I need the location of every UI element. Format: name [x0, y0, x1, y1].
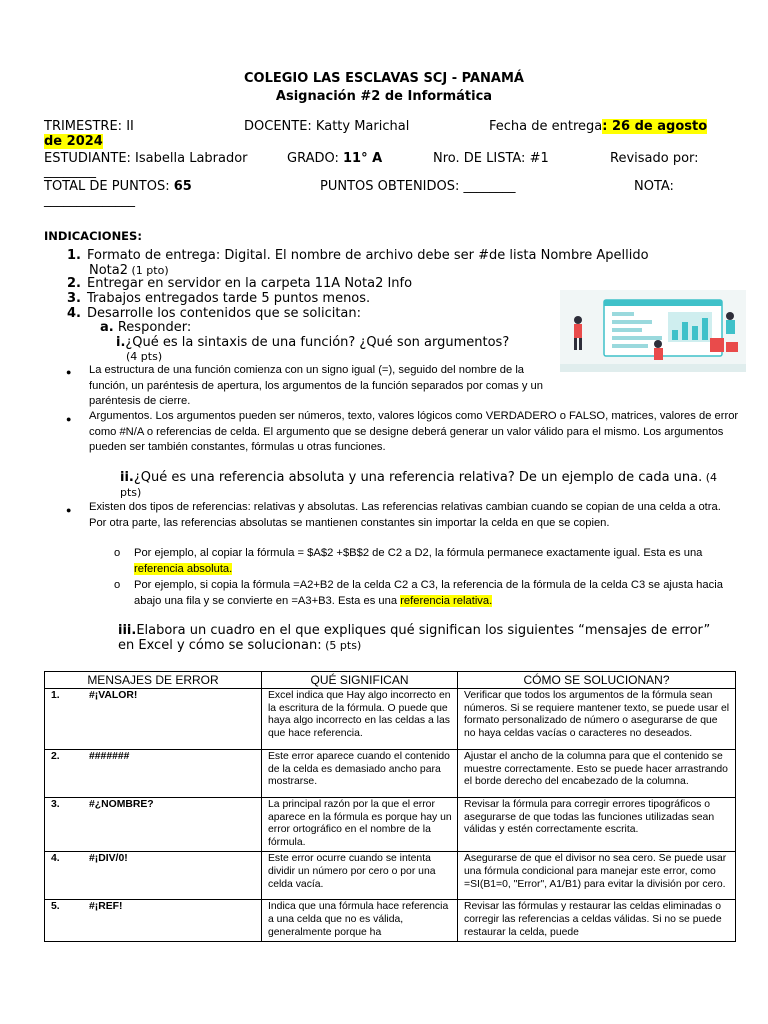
- fecha-entrega: [489, 119, 707, 134]
- indicacion-3-text: Trabajos entregados tarde 5 puntos menos.: [87, 291, 371, 306]
- meaning-cell: La principal razón por la que el error aparece en la fórmula es porque hay un error ortográfico en el nombre de la fórmula.: [262, 798, 458, 852]
- question-3-text: Elabora un cuadro en el que expliques qué significan los siguientes “mensajes de error” en Excel y cómo se solucionan:: [118, 623, 711, 653]
- indicacion-1-pts: (1 pto): [128, 264, 169, 277]
- total-value: 65: [173, 179, 192, 194]
- error-code: #¿NOMBRE?: [89, 799, 154, 810]
- meaning-cell: Este error ocurre cuando se intenta dividir un número por cero o por una celda vacía.: [262, 852, 458, 900]
- total-puntos: [44, 179, 192, 194]
- bullet-icon: ●: [66, 505, 72, 515]
- lista-label: Nro. DE LISTA: #1: [433, 151, 549, 166]
- school-title: COLEGIO LAS ESCLAVAS SCJ - PANAMÁ: [244, 71, 524, 86]
- total-label: TOTAL DE PUNTOS:: [44, 179, 174, 194]
- question-2-text: ¿Qué es una referencia absoluta y una referencia relativa? De un ejemplo de cada una.: [133, 470, 703, 485]
- error-code-cell: [45, 900, 262, 942]
- answer-1-arguments: Argumentos. Los argumentos pueden ser números, texto, valores lógicos como VERDADERO o FALSO, matrices, valores de error como #N/A o referencias de celda. El argumento que se designe deberá generar un valor válido para el mismo. Los argumentos pueden ser también constantes, fórmulas u otras funciones.: [89, 410, 739, 453]
- header-significan: QUÉ SIGNIFICAN: [262, 672, 458, 689]
- row-number: 5.: [51, 901, 60, 913]
- example-relative-highlight: referencia relativa.: [400, 594, 493, 607]
- revisado-line: ________: [44, 164, 96, 179]
- error-code-cell: [45, 798, 262, 852]
- error-code-cell: [45, 852, 262, 900]
- indicacion-1-text2: Nota2: [89, 263, 129, 278]
- sub-a: [100, 320, 191, 335]
- header-mensajes: MENSAJES DE ERROR: [45, 672, 262, 689]
- indicacion-4-num: 4.: [67, 306, 81, 321]
- fecha-year: de 2024: [44, 134, 103, 149]
- meaning-cell: Excel indica que Hay algo incorrecto en la escritura de la fórmula. O puede que haya algo incorrecto en las celdas a las que hace referencia.: [262, 689, 458, 750]
- fix-cell: Revisar las fórmulas y restaurar las celdas eliminadas o corregir las referencias a celdas válidas. Si no se puede restaurar la celda, puede: [458, 900, 736, 942]
- answer-1-syntax-text: La estructura de una función comienza con un signo igual (=), seguido del nombre de la función, un paréntesis de apertura, los argumentos de la función separados por comas y un paréntesis de cierre.: [89, 364, 543, 407]
- indicacion-1: [67, 248, 649, 263]
- sub-a-text: Responder:: [117, 320, 192, 335]
- table-row: [45, 689, 736, 750]
- answer-1-syntax: [89, 363, 739, 410]
- revisado-label: Revisado por:: [610, 151, 699, 166]
- example-absolute: [134, 546, 736, 577]
- indicacion-2: [67, 276, 412, 291]
- error-code-cell: [45, 750, 262, 798]
- row-number: 4.: [51, 853, 60, 865]
- question-2-pts: (4 pts): [120, 471, 718, 499]
- docente-label: DOCENTE: Katty Marichal: [244, 119, 410, 134]
- error-code-cell: [45, 689, 262, 750]
- table-row: [45, 798, 736, 852]
- example-absolute-text: Por ejemplo, al copiar la fórmula = $A$2 +$B$2 de C2 a D2, la fórmula permanece exactamente igual. Esta es una: [134, 547, 703, 559]
- error-code: #¡REF!: [89, 901, 123, 913]
- bullet-icon: ●: [66, 414, 72, 424]
- sub-a-num: a.: [100, 320, 114, 335]
- indicaciones-title: INDICACIONES:: [44, 229, 142, 243]
- answer-2: Existen dos tipos de referencias: relativas y absolutas. Las referencias relativas cambian cuando se copian de una celda a otra. Por otra parte, las referencias absolutas se mantienen constantes sin importar la celda en que se copien.: [89, 501, 721, 529]
- people-data-illustration: [560, 290, 746, 372]
- header-solucionan: CÓMO SE SOLUCIONAN?: [458, 672, 736, 689]
- row-number: 2.: [51, 751, 60, 762]
- fix-cell: Revisar la fórmula para corregir errores tipográficos o asegurarse de que todas las funciones utilizadas sean válidas y estén correctamente escrita.: [458, 798, 736, 852]
- question-1-pts: (4 pts): [126, 350, 163, 363]
- question-2-num: ii.: [120, 470, 134, 485]
- question-1-text: ¿Qué es la sintaxis de una función? ¿Qué son argumentos?: [125, 335, 510, 350]
- meaning-cell: Indica que una fórmula hace referencia a una celda que no es válida, generalmente porque ha: [262, 900, 458, 942]
- sub-bullet-icon: o: [114, 579, 121, 591]
- indicacion-4: [67, 306, 361, 321]
- question-3: [118, 623, 730, 653]
- table-row: [45, 900, 736, 942]
- error-code: #######: [89, 751, 130, 762]
- row-number: 3.: [51, 799, 60, 810]
- error-messages-table: [44, 671, 736, 942]
- question-3-pts: (5 pts): [321, 639, 362, 652]
- example-absolute-highlight: referencia absoluta.: [134, 562, 233, 575]
- estudiante-label: ESTUDIANTE: Isabella Labrador: [44, 151, 248, 166]
- nota-line: ______________: [44, 193, 135, 208]
- indicacion-2-text: Entregar en servidor en la carpeta 11A Nota2 Info: [87, 276, 413, 291]
- grado-label: GRADO:: [287, 151, 343, 166]
- fix-cell: Ajustar el ancho de la columna para que el contenido se muestre correctamente. Esto se puede hacer arrastrando el borde derecho del encabezado de la columna.: [458, 750, 736, 798]
- indicacion-1-num: 1.: [67, 248, 81, 263]
- grado: [287, 151, 382, 166]
- assignment-title: Asignación #2 de Informática: [275, 89, 493, 104]
- question-1: [116, 335, 509, 350]
- meaning-cell: Este error aparece cuando el contenido de la celda es demasiado ancho para mostrarse.: [262, 750, 458, 798]
- fecha-value: : 26 de agosto: [602, 119, 708, 134]
- table-row: [45, 750, 736, 798]
- indicacion-3: [67, 291, 370, 306]
- row-number: 1.: [51, 690, 60, 701]
- trimestre-label: TRIMESTRE: II: [44, 119, 134, 134]
- example-relative-text: Por ejemplo, si copia la fórmula =A2+B2 de la celda C2 a C3, la referencia de la fórmula de la celda C3 se ajusta hacia abajo una fila y se convierte en =A3+B3. Esta es una: [134, 579, 723, 607]
- indicacion-3-num: 3.: [67, 291, 81, 306]
- illustration-image: [560, 290, 746, 372]
- error-code: #¡VALOR!: [89, 690, 138, 701]
- grado-value: 11° A: [343, 151, 383, 166]
- question-3-num: iii.: [118, 623, 137, 638]
- question-1-num: i.: [116, 335, 126, 350]
- question-2: [120, 470, 720, 500]
- indicacion-4-text: Desarrolle los contenidos que se solicitan:: [87, 306, 362, 321]
- fix-cell: Asegurarse de que el divisor no sea cero. Se puede usar una fórmula condicional para manejar este error, como =SI(B1=0, "Error", A1/B1) para evitar la división por cero.: [458, 852, 736, 900]
- table-header-row: [45, 672, 736, 689]
- sub-bullet-icon: o: [114, 547, 121, 559]
- indicacion-1-text: Formato de entrega: Digital. El nombre de archivo debe ser #de lista Nombre Apellido: [87, 248, 649, 263]
- example-relative: [134, 578, 734, 609]
- bullet-icon: ●: [66, 367, 72, 377]
- indicacion-2-num: 2.: [67, 276, 81, 291]
- fix-cell: Verificar que todos los argumentos de la fórmula sean números. Si se requiere mantener texto, se puede usar el formato personalizado de número o asegurarse de que no haya celdas vacías o caracteres no deseados.: [458, 689, 736, 750]
- fecha-label: Fecha de entrega: [489, 119, 603, 134]
- puntos-obtenidos: PUNTOS OBTENIDOS: ________: [320, 179, 516, 194]
- nota-label: NOTA:: [634, 179, 674, 194]
- table-row: [45, 852, 736, 900]
- error-code: #¡DIV/0!: [89, 853, 128, 865]
